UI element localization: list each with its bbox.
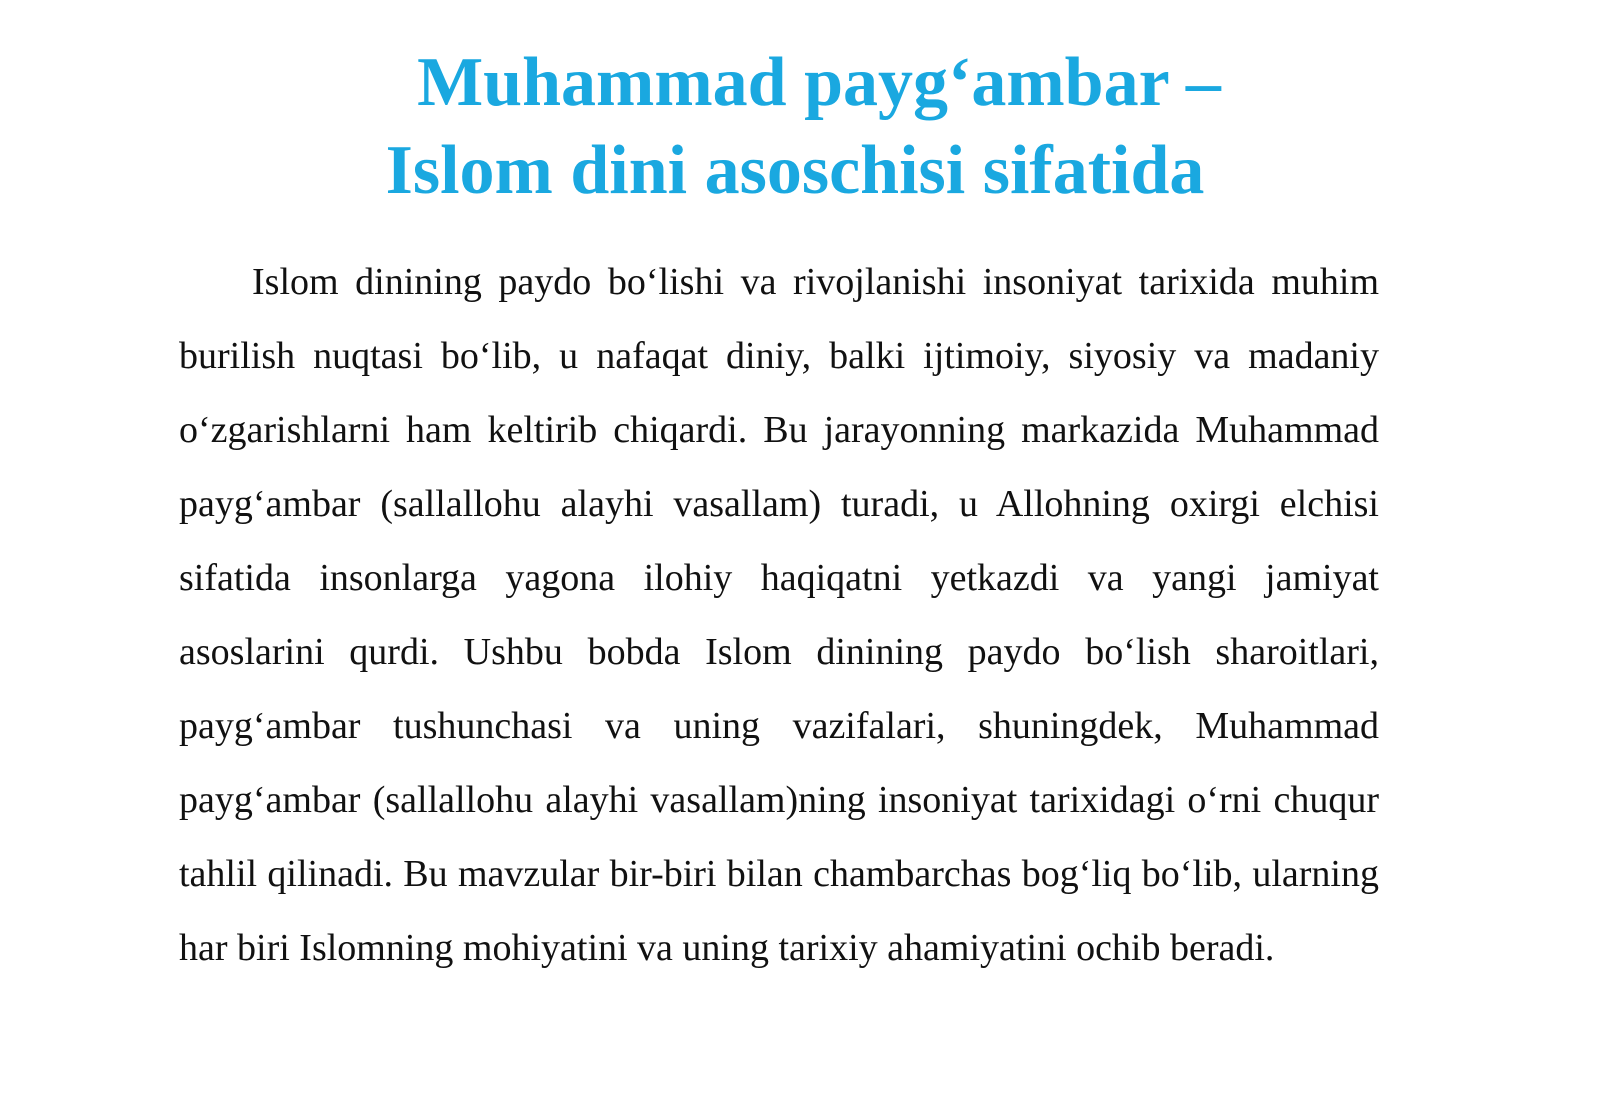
page-title-line-1: Muhammad payg‘ambar – [417,44,1221,121]
body-paragraph: Islom dinining paydo bo‘lishi va rivojlanishi insoniyat tarixida muhim burilish nuqtasi bo‘lib, u nafaqat diniy, balki ijtimoiy, siyosiy va madaniy o‘zgarishlarni ham keltirib chiqardi. Bu jarayonning markazida Muhammad payg‘ambar (sallallohu alayhi vasallam) turadi, u Allohning oxirgi elchisi sifatida insonlarga yagona ilohiy haqiqatni yetkazdi va yangi jamiyat asoslarini qurdi. Ushbu bobda Islom dinining paydo bo‘lish sharoitlari, payg‘ambar tushunchasi va uning vazifalari, shuningdek, Muhammad payg‘ambar (sallallohu alayhi vasallam)ning insoniyat tarixidagi o‘rni chuqur tahlil qilinadi. Bu mavzular bir-biri bilan chambarchas bog‘liq bo‘lib, ularning har biri Islomning mohiyatini va uning tarixiy ahamiyatini ochib beradi. [179,261,1379,969]
page-title-line-2: Islom dini asoschisi sifatida [385,132,1205,209]
